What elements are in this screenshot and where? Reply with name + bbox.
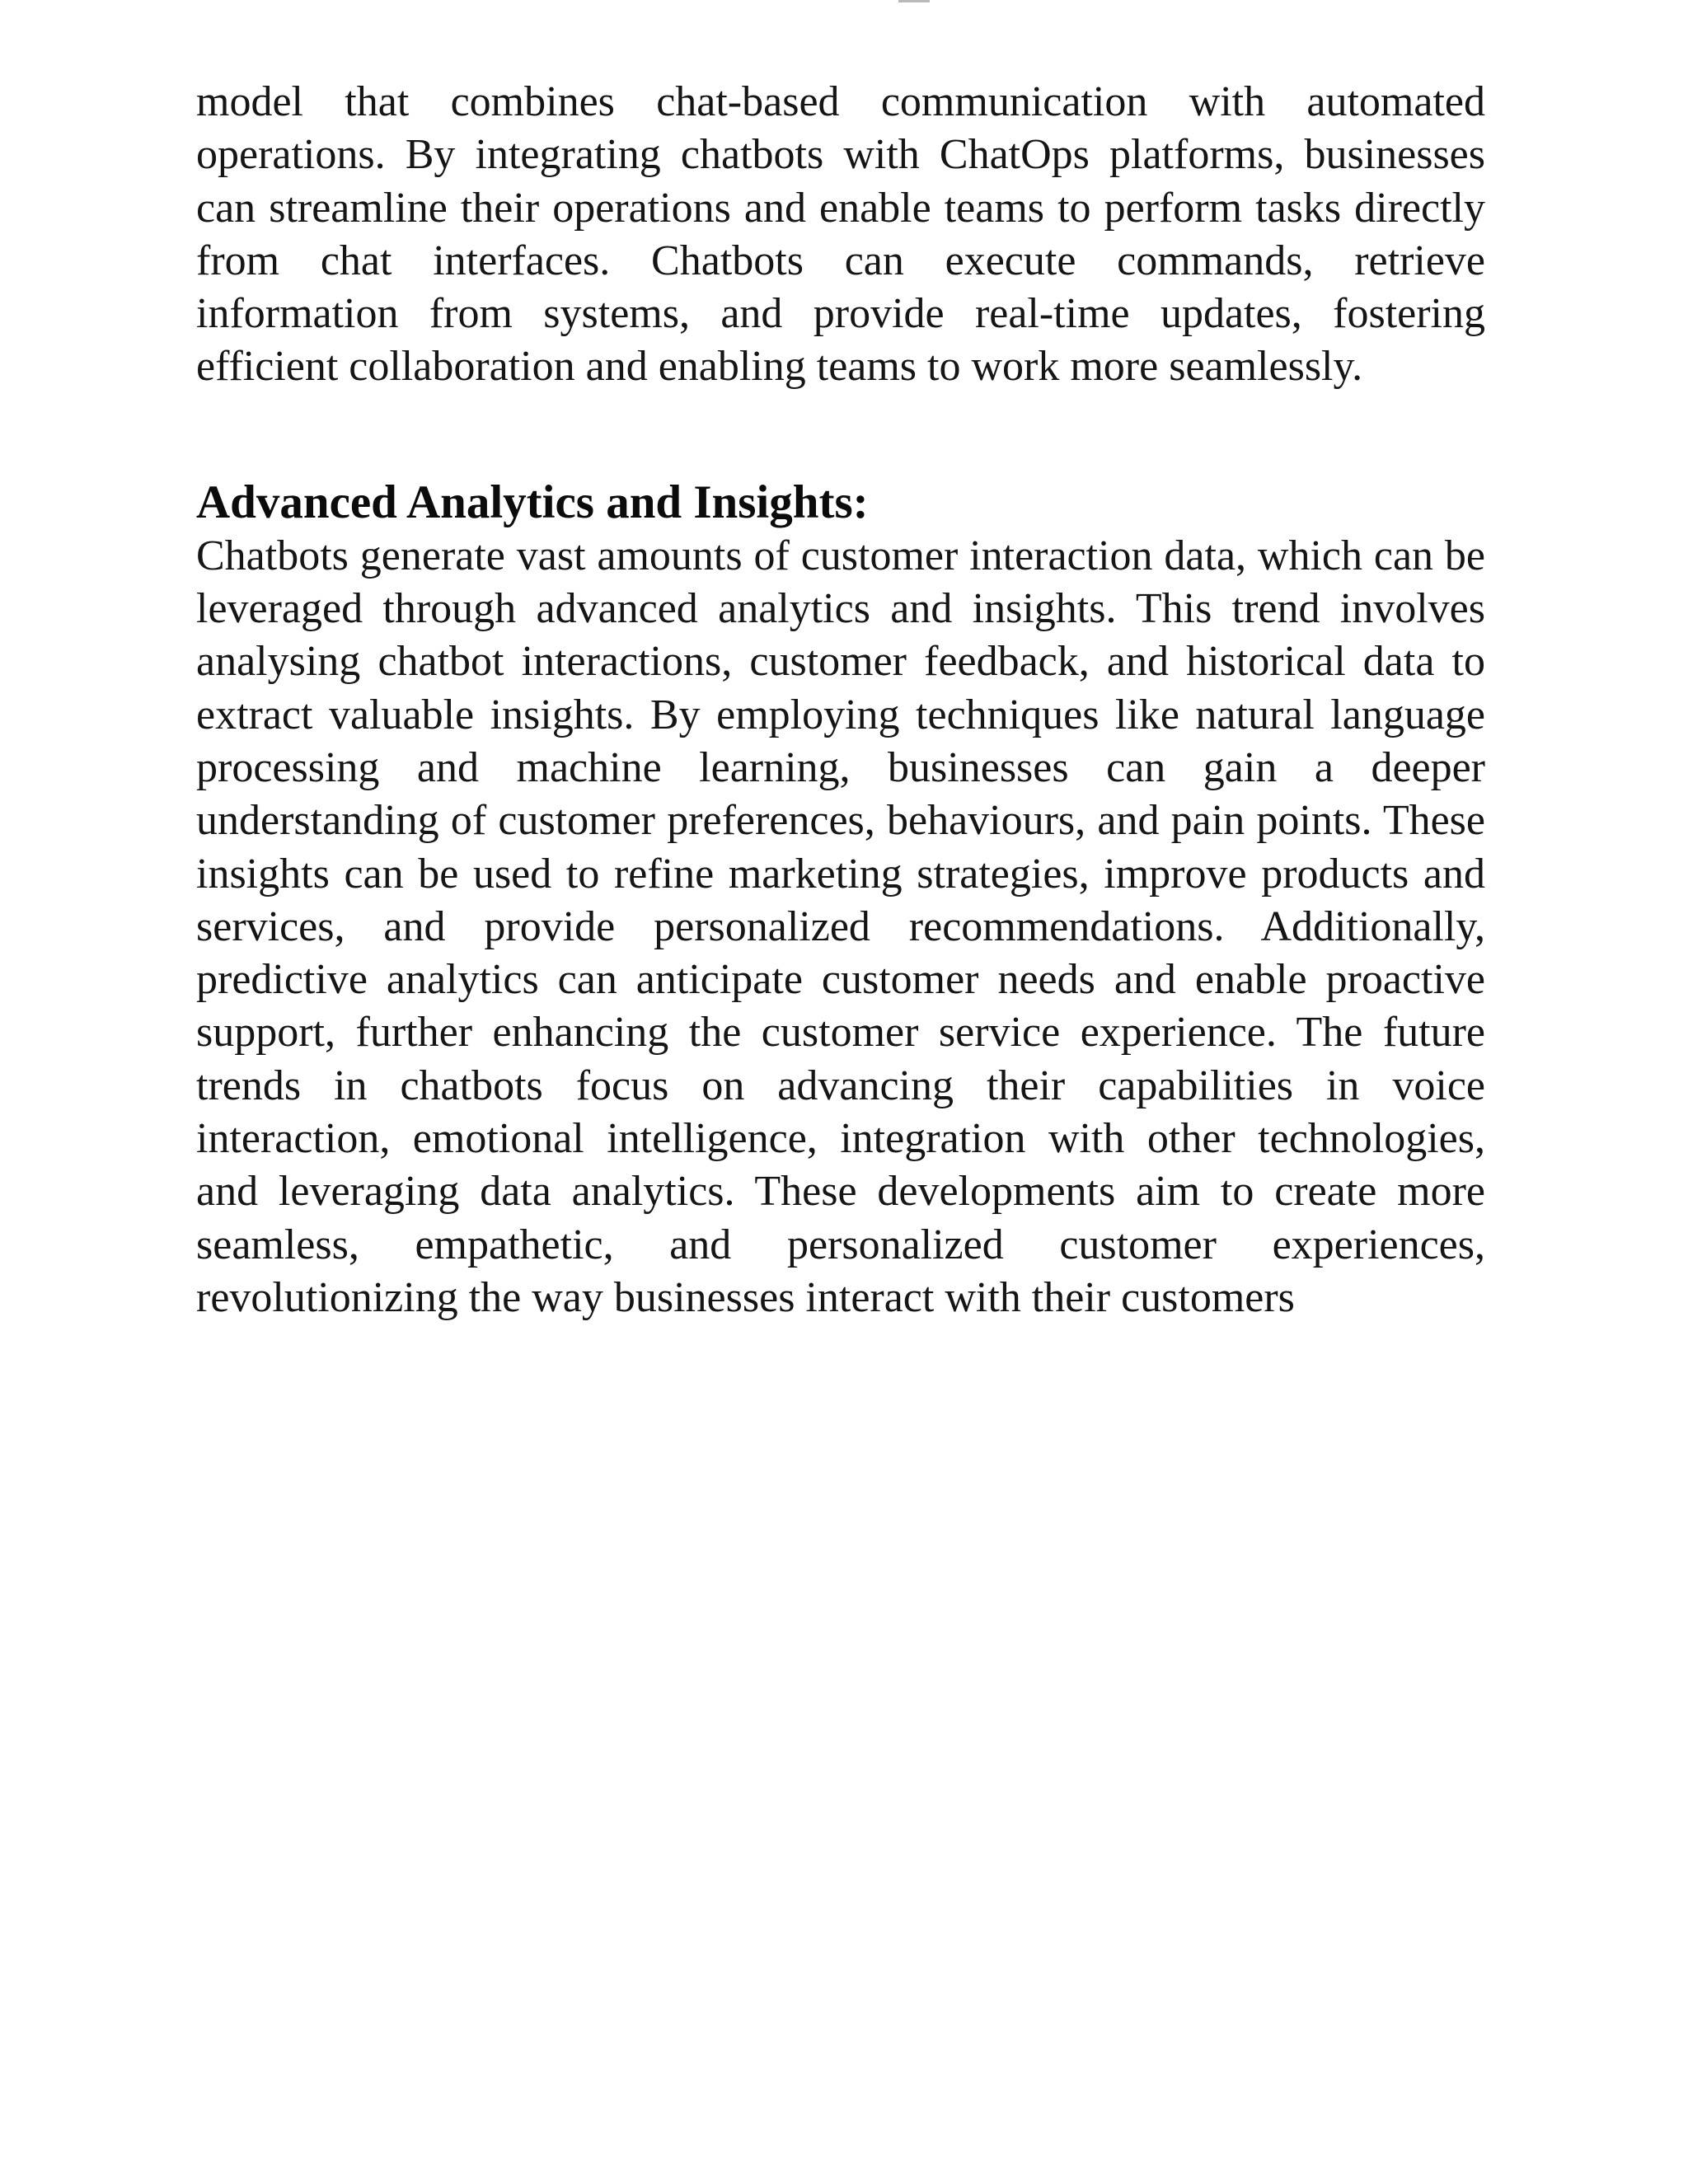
top-page-mark (898, 0, 930, 2)
section-paragraph: Chatbots generate vast amounts of customer interaction data, which can be leveraged through advanced analytics and insights. This trend involves analysing chatbot interactions, customer feedback, and historical data to extract valuable insights. By employing techniques like natural language processing and machine learning, businesses can gain a deeper understanding of customer preferences, behaviours, and pain points. These insights can be used to refine marketing strategies, improve products and services, and provide personalized recommendations. Additionally, predictive analytics can anticipate customer needs and enable proactive support, further enhancing the customer service experience. The future trends in chatbots focus on advancing their capabilities in voice interaction, emotional intelligence, integration with other technologies, and leveraging data analytics. These developments aim to create more seamless, empathetic, and personalized customer experiences, revolutionizing the way businesses interact with their customers (196, 532, 1485, 1321)
section-heading: Advanced Analytics and Insights: (196, 476, 869, 528)
document-content (196, 76, 1485, 1324)
continuation-paragraph: model that combines chat-based communication with automated operations. By integrating chatbots with ChatOps platforms, businesses can streamline their operations and enable teams to perform tasks directly from chat interfaces. Chatbots can execute commands, retrieve information from systems, and provide real-time updates, fostering efficient collaboration and enabling teams to work more seamlessly. (196, 78, 1485, 391)
